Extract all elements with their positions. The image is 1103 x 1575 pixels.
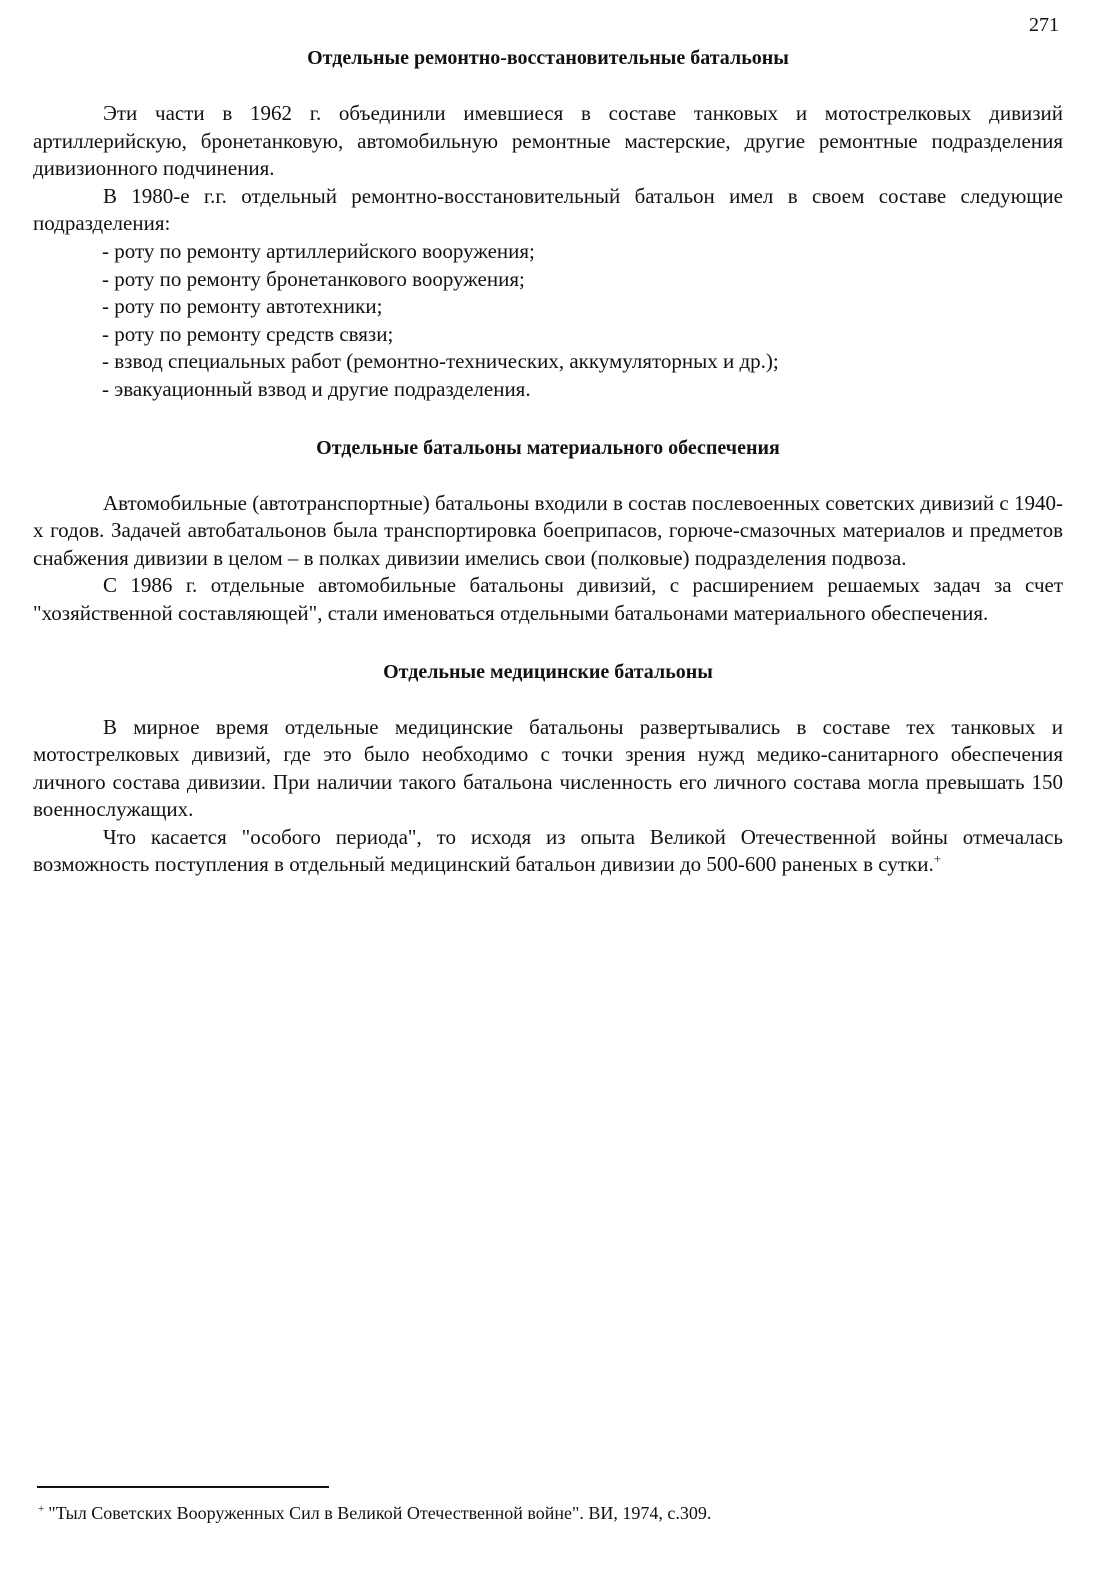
- page-content: [33, 42, 1063, 907]
- list-item: - роту по ремонту бронетанкового вооружения;: [102, 266, 525, 291]
- list-item: - роту по ремонту артиллерийского вооружения;: [102, 238, 535, 263]
- paragraph: [33, 824, 1063, 879]
- section-repair-battalions: [33, 42, 1063, 404]
- paragraph-text: Что касается "особого периода", то исходя из опыта Великой Отечественной войны отмечалась возможность поступления в отдельный медицинский батальон дивизии до 500-600 раненых в сутки.: [33, 824, 1063, 877]
- footnote-text: "Тыл Советских Вооруженных Сил в Великой Отечественной войне". ВИ, 1974, с.309.: [48, 1503, 712, 1523]
- section-title: Отдельные ремонтно-восстановительные батальоны: [307, 47, 789, 69]
- section-medical-battalions: [33, 656, 1063, 880]
- list-item: - эвакуационный взвод и другие подразделения.: [102, 376, 531, 401]
- footnote-reference[interactable]: +: [933, 851, 942, 867]
- section-title: Отдельные медицинские батальоны: [383, 660, 713, 683]
- paragraph: В 1980-е г.г. отдельный ремонтно-восстановительный батальон имел в своем составе следующие подразделения:: [33, 183, 1063, 236]
- list-item: - роту по ремонту автотехники;: [102, 294, 383, 319]
- paragraph: В мирное время отдельные медицинские батальоны развертывались в составе тех танковых и мотострелковых дивизий, где это было необходимо с точки зрения нужд медико-санитарного обеспечения личного состава дивизии. При наличии такого батальона численность его личного состава могла превышать 150 военнослужащих.: [33, 714, 1063, 822]
- section-title: Отдельные батальоны материального обеспечения: [316, 436, 780, 459]
- list-item: - роту по ремонту средств связи;: [102, 321, 394, 346]
- page-number: 271: [1029, 14, 1059, 36]
- list-item: - взвод специальных работ (ремонтно-технических, аккумуляторных и др.);: [102, 349, 779, 374]
- paragraph: Эти части в 1962 г. объединили имевшиеся в составе танковых и мотострелковых дивизий артиллерийскую, бронетанковую, автомобильную ремонтные мастерские, другие ремонтные подразделения дивизионного подчинения.: [33, 101, 1063, 181]
- subdivision-list: [33, 238, 1063, 404]
- paragraph: С 1986 г. отдельные автомобильные батальоны дивизий, с расширением решаемых задач за счет "хозяйственной составляющей", стали именоваться отдельными батальонами материального обеспечения.: [33, 573, 1063, 625]
- section-supply-battalions: [33, 432, 1063, 628]
- footnote-divider: [37, 1486, 329, 1488]
- footnote: [38, 1497, 711, 1525]
- paragraph: Автомобильные (автотранспортные) батальоны входили в состав послевоенных советских дивизий с 1940-х годов. Задачей автобатальонов была транспортировка боеприпасов, горюче-смазочных материалов и предметов снабжения дивизии в целом – в полках дивизии имелись свои (полковые) подразделения подвоза.: [33, 490, 1063, 570]
- footnote-mark: +: [38, 1503, 45, 1515]
